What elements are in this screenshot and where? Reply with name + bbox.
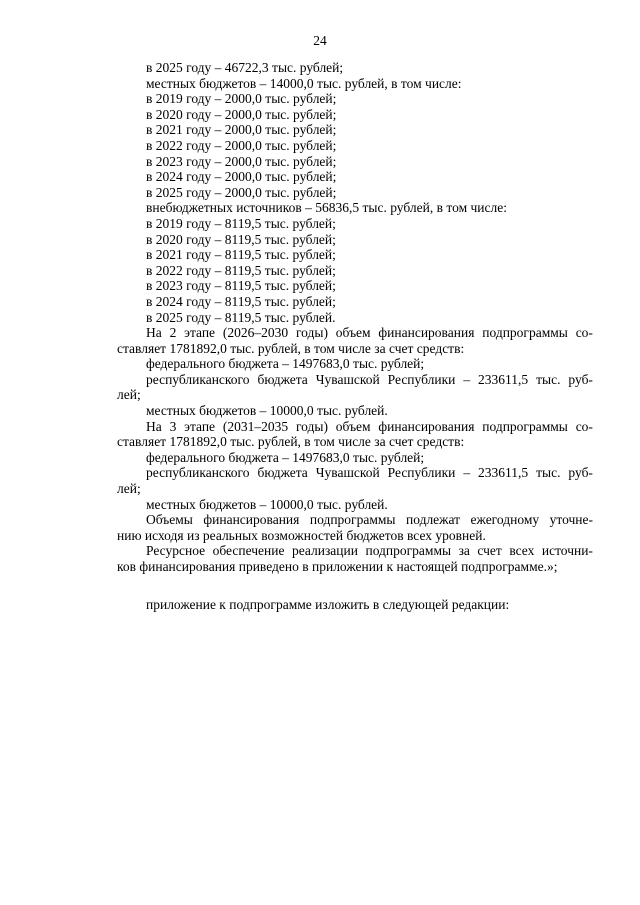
word: 233611,5 <box>478 465 529 481</box>
word: за <box>458 543 470 559</box>
stage3-local-line: местных бюджетов – 10000,0 тыс. рублей. <box>146 496 388 512</box>
word: Чувашской <box>315 465 380 481</box>
word: республиканского <box>146 465 250 481</box>
word: тыс. <box>536 465 561 481</box>
stage3-republic-second-line: лей; <box>117 481 141 497</box>
stage3-paragraph <box>117 419 593 450</box>
text-line: в 2019 году – 8119,5 тыс. рублей; <box>146 215 336 231</box>
word: объем <box>335 418 371 434</box>
text-line: в 2025 году – 46722,3 тыс. рублей; <box>146 60 344 75</box>
word: На <box>146 418 162 434</box>
word: Республики <box>387 371 456 387</box>
stage2-first-line <box>117 325 593 341</box>
word: Республики <box>387 465 456 481</box>
word: Ресурсное <box>146 543 206 559</box>
stage3-first-line <box>117 419 593 435</box>
stage3-federal-line: федерального бюджета – 1497683,0 тыс. рублей; <box>146 449 425 465</box>
word: этапе <box>184 418 216 434</box>
word: руб- <box>568 371 593 387</box>
word: ежегодному <box>470 512 540 528</box>
word: всех <box>509 543 535 559</box>
word: подпрограммы <box>365 543 452 559</box>
text-line: в 2024 году – 2000,0 тыс. рублей; <box>146 169 337 185</box>
text-line: в 2020 году – 8119,5 тыс. рублей; <box>146 231 336 247</box>
word: 2 <box>169 325 177 341</box>
word: уточне- <box>549 512 593 528</box>
word: годы) <box>295 418 328 434</box>
text-line: в 2023 году – 2000,0 тыс. рублей; <box>146 153 337 169</box>
stage2-second-line: ставляет 1781892,0 тыс. рублей, в том числе за счет средств: <box>117 340 465 356</box>
word: со- <box>575 418 593 434</box>
paragraph-gap <box>117 575 593 597</box>
word: Объемы <box>146 512 193 528</box>
stage3-second-line: ставляет 1781892,0 тыс. рублей, в том числе за счет средств: <box>117 434 465 450</box>
word: со- <box>575 325 593 341</box>
text-line: в 2019 году – 2000,0 тыс. рублей; <box>146 91 337 107</box>
word: этапе <box>184 325 216 341</box>
word: – <box>463 465 471 481</box>
text-line: в 2022 году – 2000,0 тыс. рублей; <box>146 137 337 153</box>
word: финансирования <box>378 325 475 341</box>
word: подпрограммы <box>482 418 568 434</box>
text-line: в 2023 году – 8119,5 тыс. рублей; <box>146 278 336 294</box>
word: (2026–2030 <box>222 325 289 341</box>
document-body <box>117 60 593 612</box>
volumes-second-line: нию исходя из реальных возможностей бюджетов всех уровней. <box>117 527 486 543</box>
word: источни- <box>541 543 593 559</box>
word: На <box>146 325 162 341</box>
text-line: в 2022 году – 8119,5 тыс. рублей; <box>146 262 336 278</box>
word: реализации <box>291 543 358 559</box>
word: объем <box>335 325 371 341</box>
word: Чувашской <box>315 371 380 387</box>
text-line: внебюджетных источников – 56836,5 тыс. рублей, в том числе: <box>146 200 507 216</box>
text-line: в 2020 году – 2000,0 тыс. рублей; <box>146 106 337 122</box>
word: подлежат <box>405 512 461 528</box>
stage2-federal-line: федерального бюджета – 1497683,0 тыс. рублей; <box>146 356 425 372</box>
text-line: в 2021 году – 8119,5 тыс. рублей; <box>146 247 336 263</box>
word: подпрограммы <box>309 512 396 528</box>
word: подпрограммы <box>482 325 568 341</box>
volumes-first-line <box>117 512 593 528</box>
resources-second-line: ков финансирования приведено в приложении к настоящей подпрограмме.»; <box>117 559 558 574</box>
word: руб- <box>568 465 593 481</box>
word: 3 <box>169 418 177 434</box>
text-line: в 2025 году – 8119,5 тыс. рублей. <box>146 309 336 325</box>
text-line: в 2021 году – 2000,0 тыс. рублей; <box>146 122 337 138</box>
word: республиканского <box>146 371 250 387</box>
stage2-republic-second-line: лей; <box>117 387 141 403</box>
word: тыс. <box>536 371 561 387</box>
stage3-republic-first-line <box>117 465 593 481</box>
stage2-republic-paragraph <box>117 372 593 403</box>
text-line: в 2025 году – 2000,0 тыс. рублей; <box>146 184 337 200</box>
text-line: местных бюджетов – 14000,0 тыс. рублей, в том числе: <box>146 75 462 91</box>
word: финансирования <box>203 512 300 528</box>
word: – <box>463 371 471 387</box>
word: обеспечение <box>212 543 285 559</box>
text-line: в 2024 году – 8119,5 тыс. рублей; <box>146 293 336 309</box>
appendix-line: приложение к подпрограмме изложить в следующей редакции: <box>146 596 510 612</box>
word: финансирования <box>378 418 475 434</box>
word: (2031–2035 <box>222 418 289 434</box>
word: счет <box>477 543 502 559</box>
stage2-republic-first-line <box>117 372 593 388</box>
word: годы) <box>295 325 328 341</box>
stage2-local-line: местных бюджетов – 10000,0 тыс. рублей. <box>146 403 388 419</box>
resources-paragraph <box>117 543 593 574</box>
page-number: 24 <box>313 33 327 48</box>
resources-first-line <box>117 543 593 559</box>
word: бюджета <box>257 465 308 481</box>
word: 233611,5 <box>478 371 529 387</box>
word: бюджета <box>257 371 308 387</box>
stage3-republic-paragraph <box>117 465 593 496</box>
stage2-paragraph <box>117 325 593 356</box>
volumes-paragraph <box>117 512 593 543</box>
